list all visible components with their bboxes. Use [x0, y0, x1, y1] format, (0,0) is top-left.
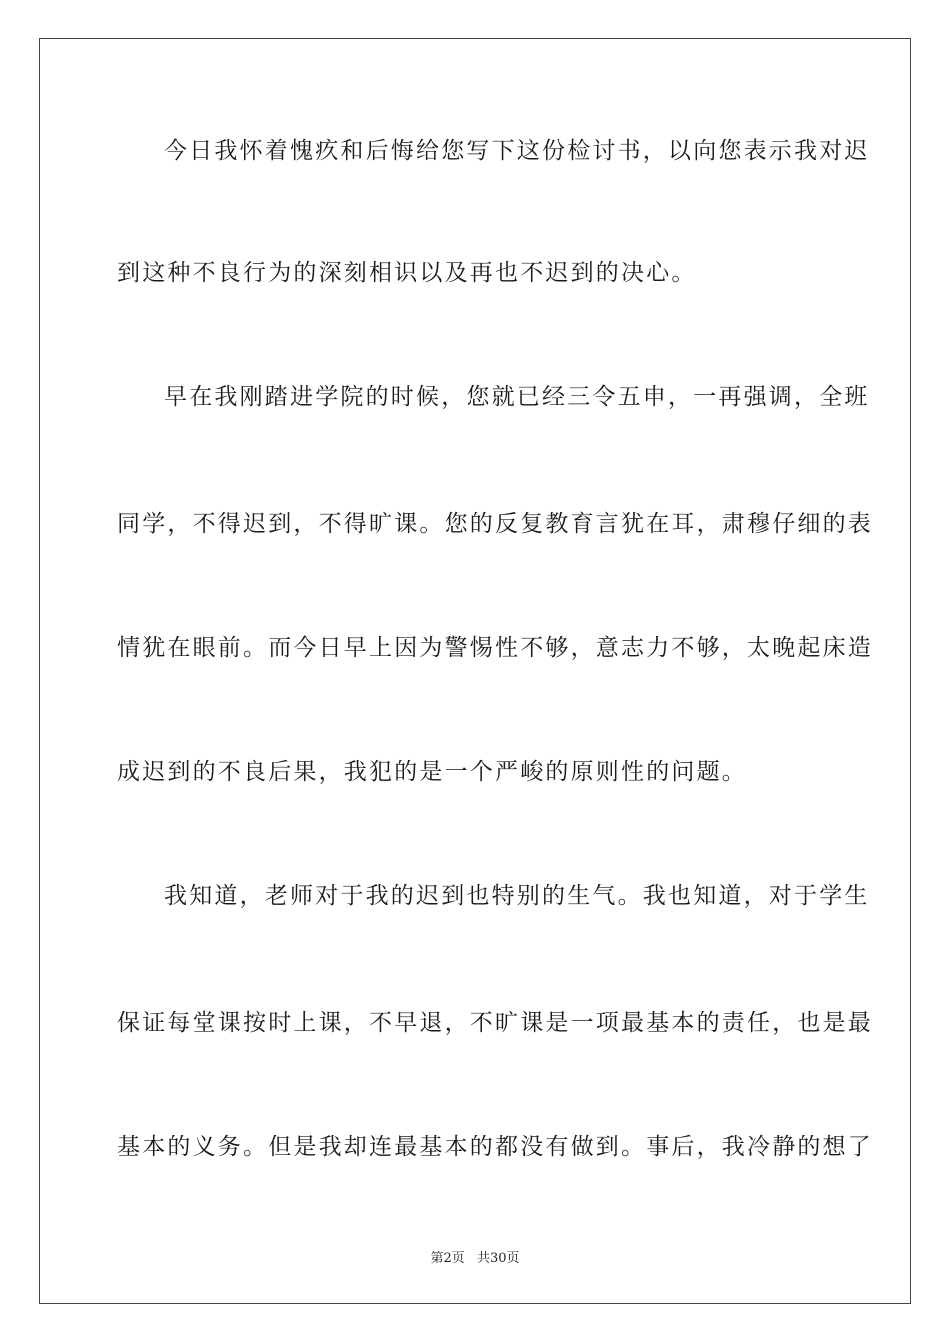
page-footer [0, 1247, 950, 1266]
text-line-2: 到这种不良行为的深刻相识以及再也不迟到的决心。 [117, 260, 697, 286]
text-line-7: 我知道，老师对于我的迟到也特别的生气。我也知道，对于学生 [164, 883, 870, 909]
text-line-5: 情犹在眼前。而今日早上因为警惕性不够，意志力不够，太晚起床造 [117, 635, 873, 661]
page-number: 第2页 [430, 1251, 465, 1266]
text-line-8: 保证每堂课按时上课，不早退，不旷课是一项最基本的责任，也是最 [117, 1010, 873, 1036]
page-total: 共30页 [476, 1251, 520, 1266]
text-line-9: 基本的义务。但是我却连最基本的都没有做到。事后，我冷静的想了 [117, 1134, 873, 1160]
page-border [39, 38, 911, 1304]
text-line-6: 成迟到的不良后果，我犯的是一个严峻的原则性的问题。 [117, 759, 747, 785]
text-line-3: 早在我刚踏进学院的时候，您就已经三令五申，一再强调，全班 [164, 384, 870, 410]
text-line-4: 同学，不得迟到，不得旷课。您的反复教育言犹在耳，肃穆仔细的表 [117, 511, 873, 537]
text-line-1: 今日我怀着愧疚和后悔给您写下这份检讨书，以向您表示我对迟 [164, 138, 870, 164]
